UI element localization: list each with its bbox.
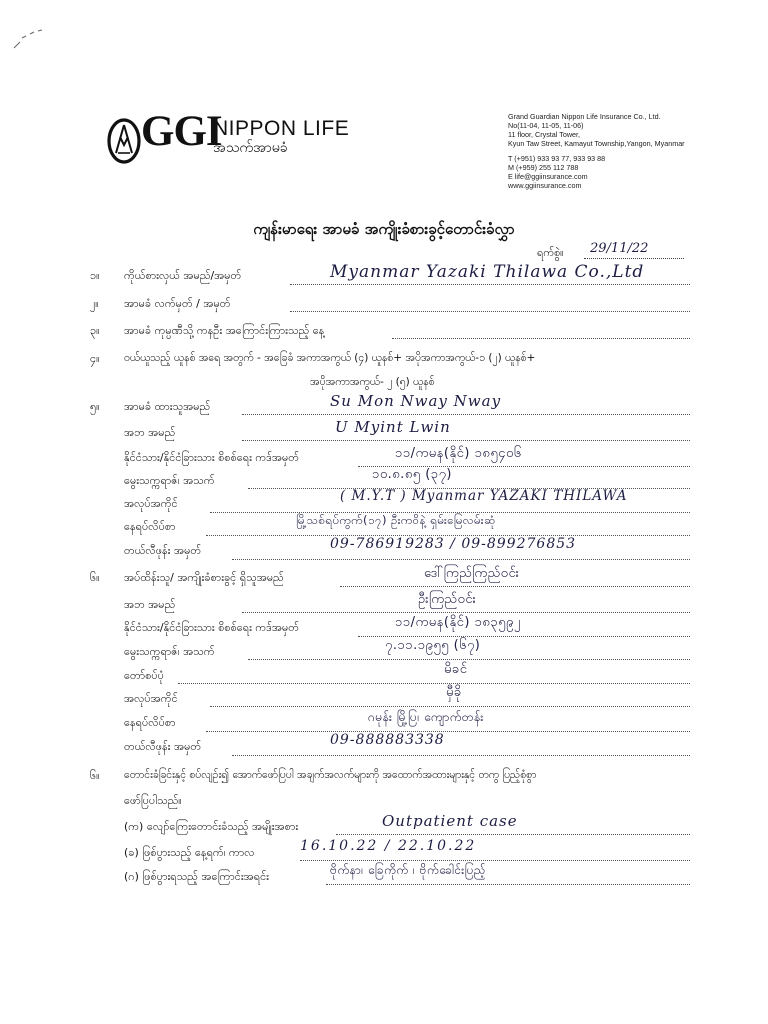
logo-nippon-life-text: NIPPON LIFE [213, 117, 350, 140]
beneficiary-phone-value: 09-888883338 [330, 732, 445, 748]
beneficiary-name-label: အပ်ထိန်းသူ/ အကျိုးခံစားခွင့် ရှိသူအမည် [124, 571, 284, 584]
incident-date-period-value: 16.10.22 / 22.10.22 [300, 838, 477, 854]
company-address-line: No(11-04, 11-05, 11-06) [508, 121, 584, 130]
insured-phone-line [232, 559, 690, 560]
beneficiary-address-label: နေရပ်လိပ်စာ [124, 716, 176, 729]
incident-date-period-label: (ခ) ဖြစ်ပွားသည့် နေ့ရက်၊ ကာလ [124, 846, 255, 859]
beneficiary-occupation-label: အလုပ်အကိုင် [124, 692, 178, 705]
section-7-number: ၆။ [90, 769, 100, 782]
form-title: ကျန်းမာရေး အာမခံ အကျိုးခံစားခွင့်တောင်းခံလွှာ [253, 220, 515, 238]
company-website: www.ggiinsurance.com [508, 181, 582, 190]
section-2-number: ၂။ [90, 297, 99, 310]
beneficiary-address-value: ဂမုန်း မြို့ပြ၊ ကျောက်တန်း [368, 710, 484, 724]
section-3-line [392, 338, 690, 339]
insured-occupation-value: ( M.Y.T ) Myanmar YAZAKI THILAWA [340, 488, 628, 504]
insured-occupation-label: အလုပ်အကိုင် [124, 497, 178, 510]
section-2-line [290, 311, 690, 312]
beneficiary-phone-line [232, 755, 690, 756]
beneficiary-father-name-line [242, 612, 690, 613]
section-6-number: ၆။ [90, 571, 100, 584]
insured-name-label: အာမခံ ထားသူအမည် [124, 400, 211, 413]
company-name: Grand Guardian Nippon Life Insurance Co., Ltd. [508, 112, 661, 121]
beneficiary-name-line [340, 586, 690, 587]
section-1-label: ကိုယ်စားလှယ် အမည်/အမှတ် [124, 269, 242, 282]
insured-dob-age-value: ၁၀.၈.၈၅ (၃၇) [372, 467, 452, 482]
claim-type-label: (က) လျော်ကြေးတောင်းခံသည့် အမျိုးအစား [124, 820, 299, 833]
company-email: E life@ggiinsurance.com [508, 172, 588, 181]
insured-phone-label: တယ်လီဖုန်း အမှတ် [124, 544, 202, 557]
beneficiary-relationship-line [178, 683, 690, 684]
beneficiary-father-name-label: အဘ အမည် [124, 598, 176, 611]
beneficiary-dob-age-label: မွေးသက္ကရာဇ်၊ အသက် [124, 645, 215, 658]
insured-father-name-line [242, 440, 690, 441]
beneficiary-father-name-value: ဦးကြည်ဝင်း [418, 592, 477, 607]
incident-cause-label: (ဂ) ဖြစ်ပွားရသည့် အကြောင်းအရင်း [124, 870, 269, 883]
insured-name-line [242, 414, 690, 415]
section-4-line-1: ဝယ်ယူသည့် ယူနစ် အရေ အတွက် - အခြေခံ အကာအကွယ် (၄) ယူနစ်+ အပိုအကာအကွယ်-၁ (၂) ယူနစ်+ [124, 352, 536, 364]
insured-father-name-value: U Myint Lwin [335, 418, 451, 436]
company-address-block [508, 112, 685, 190]
insured-address-label: နေရပ်လိပ်စာ [124, 520, 176, 533]
section-3-number: ၃။ [90, 324, 100, 337]
insured-nrc-value: ၁၁/ကမန(နိုင်) ၁၈၅၄၀၆ [395, 446, 522, 461]
insured-name-value: Su Mon Nway Nway [330, 392, 502, 410]
insured-phone-value: 09-786919283 / 09-899276853 [330, 536, 577, 552]
beneficiary-phone-label: တယ်လီဖုန်း အမှတ် [124, 740, 202, 753]
claim-type-line [336, 834, 690, 835]
section-4-line-2: အပိုအကာအကွယ်- ၂ (၅) ယူနစ် [310, 376, 435, 388]
scan-mark [12, 28, 48, 52]
beneficiary-name-value: ဒေါ်ကြည်ကြည်ဝင်း [424, 566, 520, 581]
logo-ggi-text: GGI [141, 108, 222, 155]
company-address-line: 11 floor, Crystal Tower, [508, 130, 581, 139]
insured-father-name-label: အဘ အမည် [124, 426, 176, 439]
beneficiary-dob-age-value: ၇.၁၁.၁၉၅၅ (၆၇) [385, 638, 481, 653]
incident-cause-value: ဗိုက်နာ၊ ခြေကိုက် ၊ ဗိုက်ခေါင်းပြည့် [330, 863, 487, 877]
section-1-number: ၁။ [90, 269, 100, 282]
date-label: ရက်စွဲ။ [537, 246, 564, 259]
section-5-number: ၅။ [90, 400, 100, 413]
beneficiary-relationship-value: မိခင် [444, 662, 468, 677]
company-address-line: Kyun Taw Street, Kamayut Township,Yangon, Myanmar [508, 139, 685, 148]
insured-dob-age-label: မွေးသက္ကရာဇ်၊ အသက် [124, 474, 215, 487]
beneficiary-nrc-label: နိုင်ငံသား/နိုင်ငံခြားသား စိစစ်ရေး ကဒ်အမှတ် [124, 621, 299, 634]
company-telephone: T (+951) 933 93 77, 933 93 88 [508, 154, 606, 163]
logo-myanmar-text: အသက်အာမခံ [213, 140, 288, 156]
beneficiary-dob-age-line [248, 659, 690, 660]
section-1-line [290, 284, 690, 285]
insured-nrc-label: နိုင်ငံသား/နိုင်ငံခြားသား စိစစ်ရေး ကဒ်အမှတ် [124, 451, 299, 464]
beneficiary-occupation-value: မှီခို [446, 685, 462, 700]
date-value: 29/11/22 [590, 241, 649, 256]
ggi-logo-icon [106, 117, 142, 165]
beneficiary-occupation-line [210, 706, 690, 707]
section-7-line-1: တောင်းခံခြင်းနှင့် စပ်လျဉ်း၍ အောက်ဖော်ပြပါ အချက်အလက်များကို အထောက်အထားများနှင့် တကွ ပြည့်စုံစွာ [124, 769, 537, 781]
section-2-label: အာမခံ လက်မှတ် / အမှတ် [124, 297, 231, 310]
section-1-value: Myanmar Yazaki Thilawa Co.,Ltd [330, 262, 645, 282]
beneficiary-relationship-label: တော်စပ်ပုံ [124, 669, 164, 682]
section-7-line-2: ဖော်ပြပါသည်။ [124, 794, 182, 807]
section-4-number: ၄။ [90, 352, 100, 365]
company-mobile: M (+959) 255 112 788 [508, 163, 579, 172]
incident-cause-line [326, 884, 690, 885]
insured-address-value: မြို့သစ်ရပ်ကွက်(၁၇) ဦးကဝိနဲ့ ရှမ်းမြေလမ်းဆုံ [296, 513, 496, 527]
beneficiary-nrc-value: ၁၁/ကမန(နိုင်) ၁၈၃၅၉၂ [395, 615, 521, 630]
incident-date-period-line [300, 860, 690, 861]
claim-type-value: Outpatient case [382, 812, 518, 830]
date-line [584, 258, 684, 259]
beneficiary-address-line [206, 731, 690, 732]
section-3-label: အာမခံ ကုမ္ပဏီသို့ ကနဦး အကြောင်းကြားသည့် နေ့ [124, 324, 325, 337]
